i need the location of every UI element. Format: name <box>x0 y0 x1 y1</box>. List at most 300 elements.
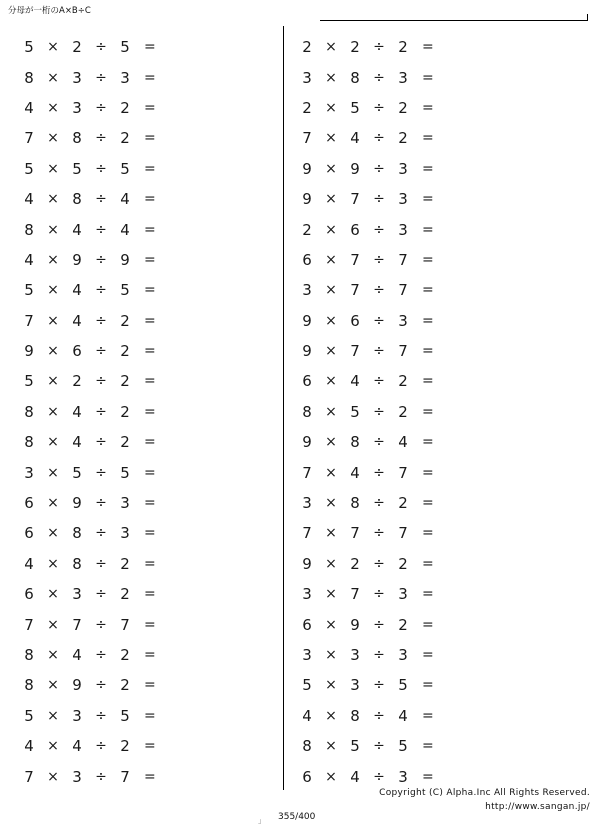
divide-symbol: ÷ <box>373 373 385 390</box>
problem-row <box>296 62 546 92</box>
operand-b: 8 <box>350 68 360 87</box>
divide-symbol: ÷ <box>95 707 107 724</box>
equals-symbol: = <box>422 495 434 512</box>
multiply-symbol: × <box>47 251 59 268</box>
problem-row <box>296 488 546 518</box>
equals-symbol: = <box>422 434 434 451</box>
operand-b: 3 <box>72 68 82 87</box>
operand-b: 3 <box>72 98 82 117</box>
multiply-symbol: × <box>325 647 337 663</box>
divide-symbol: ÷ <box>373 677 385 694</box>
operand-b: 2 <box>72 372 82 391</box>
operand-b: 4 <box>72 646 82 664</box>
operand-c: 5 <box>120 38 130 57</box>
operand-a: 4 <box>302 706 312 725</box>
divide-symbol: ÷ <box>373 738 385 755</box>
operand-b: 7 <box>350 585 360 604</box>
multiply-symbol: × <box>325 312 337 329</box>
divide-symbol: ÷ <box>95 677 107 694</box>
page-number: 355/400 <box>278 812 316 822</box>
problem-row <box>18 245 268 275</box>
equals-symbol: = <box>422 403 434 420</box>
multiply-symbol: × <box>47 647 59 663</box>
operand-a: 8 <box>24 402 34 421</box>
operand-a: 7 <box>24 767 34 786</box>
problem-row <box>296 154 546 184</box>
problem-row <box>296 397 546 427</box>
divide-symbol: ÷ <box>95 495 107 512</box>
operand-b: 9 <box>72 494 82 513</box>
operand-b: 5 <box>350 402 360 421</box>
operand-c: 2 <box>120 646 130 664</box>
divide-symbol: ÷ <box>373 251 385 268</box>
divide-symbol: ÷ <box>95 343 107 360</box>
operand-c: 2 <box>398 372 408 391</box>
operand-a: 7 <box>302 524 312 543</box>
problem-row <box>296 245 546 275</box>
equals-symbol: = <box>144 768 156 785</box>
corner-mark: 」 <box>258 817 265 825</box>
divide-symbol: ÷ <box>373 647 385 663</box>
divide-symbol: ÷ <box>373 99 385 116</box>
equals-symbol: = <box>144 555 156 572</box>
equals-symbol: = <box>422 616 434 633</box>
divide-symbol: ÷ <box>373 160 385 177</box>
equals-symbol: = <box>144 251 156 268</box>
divide-symbol: ÷ <box>373 282 385 299</box>
problem-row <box>18 93 268 123</box>
equals-symbol: = <box>144 39 156 56</box>
operand-a: 2 <box>302 220 312 239</box>
problem-row <box>18 579 268 609</box>
problem-row <box>18 306 268 336</box>
operand-a: 8 <box>24 220 34 239</box>
operand-b: 4 <box>350 372 360 391</box>
equals-symbol: = <box>144 282 156 299</box>
equals-symbol: = <box>422 373 434 390</box>
multiply-symbol: × <box>325 160 337 177</box>
multiply-symbol: × <box>47 495 59 512</box>
multiply-symbol: × <box>325 738 337 755</box>
equals-symbol: = <box>422 99 434 116</box>
divide-symbol: ÷ <box>373 434 385 451</box>
operand-a: 9 <box>24 342 34 361</box>
operand-a: 3 <box>302 585 312 604</box>
multiply-symbol: × <box>47 99 59 116</box>
operand-a: 8 <box>24 646 34 664</box>
equals-symbol: = <box>422 707 434 724</box>
problem-row <box>18 488 268 518</box>
problem-row <box>296 609 546 639</box>
multiply-symbol: × <box>325 191 337 208</box>
equals-symbol: = <box>422 525 434 542</box>
operand-b: 3 <box>350 676 360 695</box>
operand-a: 7 <box>302 463 312 482</box>
operand-a: 6 <box>24 494 34 513</box>
divide-symbol: ÷ <box>373 586 385 603</box>
multiply-symbol: × <box>47 69 59 86</box>
equals-symbol: = <box>144 616 156 633</box>
multiply-symbol: × <box>47 738 59 755</box>
problem-row <box>18 549 268 579</box>
divide-symbol: ÷ <box>373 525 385 542</box>
copyright-block <box>379 787 590 814</box>
operand-a: 8 <box>24 68 34 87</box>
divide-symbol: ÷ <box>95 39 107 56</box>
operand-c: 7 <box>398 342 408 361</box>
operand-b: 9 <box>350 615 360 634</box>
operand-a: 7 <box>24 311 34 330</box>
problem-row <box>296 366 546 396</box>
copyright-line-2: http://www.sangan.jp/ <box>485 801 590 812</box>
equals-symbol: = <box>144 525 156 542</box>
problem-row <box>18 62 268 92</box>
problem-row <box>18 731 268 761</box>
operand-a: 5 <box>24 706 34 725</box>
operand-a: 2 <box>302 98 312 117</box>
problem-row <box>18 336 268 366</box>
multiply-symbol: × <box>325 403 337 420</box>
equals-symbol: = <box>144 160 156 177</box>
multiply-symbol: × <box>47 343 59 360</box>
multiply-symbol: × <box>325 555 337 572</box>
problem-row <box>18 214 268 244</box>
divide-symbol: ÷ <box>95 99 107 116</box>
operand-c: 7 <box>120 615 130 634</box>
problem-row <box>296 184 546 214</box>
equals-symbol: = <box>422 464 434 481</box>
operand-c: 3 <box>398 646 408 664</box>
problem-row <box>18 123 268 153</box>
divide-symbol: ÷ <box>95 586 107 603</box>
divide-symbol: ÷ <box>95 160 107 177</box>
operand-b: 6 <box>72 342 82 361</box>
divide-symbol: ÷ <box>95 403 107 420</box>
operand-c: 5 <box>120 463 130 482</box>
operand-a: 5 <box>24 281 34 300</box>
equals-symbol: = <box>144 434 156 451</box>
divide-symbol: ÷ <box>373 312 385 329</box>
equals-symbol: = <box>422 677 434 694</box>
equals-symbol: = <box>144 221 156 238</box>
multiply-symbol: × <box>47 312 59 329</box>
multiply-symbol: × <box>47 677 59 694</box>
operand-b: 9 <box>72 250 82 269</box>
divide-symbol: ÷ <box>373 616 385 633</box>
problem-row <box>296 32 546 62</box>
multiply-symbol: × <box>47 373 59 390</box>
equals-symbol: = <box>144 707 156 724</box>
multiply-symbol: × <box>47 586 59 603</box>
divide-symbol: ÷ <box>95 616 107 633</box>
operand-c: 2 <box>120 402 130 421</box>
equals-symbol: = <box>422 738 434 755</box>
multiply-symbol: × <box>325 99 337 116</box>
equals-symbol: = <box>422 768 434 785</box>
operand-b: 9 <box>350 159 360 178</box>
problem-row <box>18 609 268 639</box>
operand-b: 4 <box>72 737 82 756</box>
operand-c: 2 <box>120 372 130 391</box>
column-divider <box>283 26 284 790</box>
multiply-symbol: × <box>47 707 59 724</box>
problem-row <box>296 731 546 761</box>
operand-a: 4 <box>24 554 34 573</box>
operand-a: 7 <box>302 129 312 148</box>
operand-a: 6 <box>302 615 312 634</box>
multiply-symbol: × <box>47 434 59 451</box>
operand-c: 3 <box>398 220 408 239</box>
operand-c: 3 <box>120 494 130 513</box>
multiply-symbol: × <box>325 525 337 542</box>
operand-a: 5 <box>24 159 34 178</box>
operand-a: 4 <box>24 190 34 209</box>
operand-a: 5 <box>24 38 34 57</box>
divide-symbol: ÷ <box>95 525 107 542</box>
problem-row <box>18 397 268 427</box>
operand-a: 4 <box>24 98 34 117</box>
operand-b: 7 <box>350 524 360 543</box>
equals-symbol: = <box>144 586 156 603</box>
operand-b: 7 <box>350 342 360 361</box>
operand-b: 8 <box>72 524 82 543</box>
operand-b: 4 <box>72 433 82 452</box>
operand-b: 2 <box>350 38 360 57</box>
problem-row <box>18 184 268 214</box>
equals-symbol: = <box>422 282 434 299</box>
equals-symbol: = <box>422 39 434 56</box>
operand-b: 4 <box>72 402 82 421</box>
multiply-symbol: × <box>325 495 337 512</box>
operand-b: 4 <box>350 767 360 786</box>
multiply-symbol: × <box>325 373 337 390</box>
operand-a: 9 <box>302 190 312 209</box>
equals-symbol: = <box>422 312 434 329</box>
multiply-symbol: × <box>325 251 337 268</box>
operand-a: 6 <box>302 372 312 391</box>
operand-c: 7 <box>398 250 408 269</box>
divide-symbol: ÷ <box>373 221 385 238</box>
divide-symbol: ÷ <box>95 312 107 329</box>
operand-c: 2 <box>398 402 408 421</box>
problem-row <box>296 275 546 305</box>
operand-c: 2 <box>120 737 130 756</box>
problem-row <box>296 336 546 366</box>
equals-symbol: = <box>144 343 156 360</box>
problem-row <box>296 427 546 457</box>
equals-symbol: = <box>422 191 434 208</box>
operand-b: 7 <box>72 615 82 634</box>
operand-a: 3 <box>302 68 312 87</box>
operand-c: 4 <box>398 433 408 452</box>
multiply-symbol: × <box>325 768 337 785</box>
operand-b: 8 <box>72 554 82 573</box>
problem-row <box>296 549 546 579</box>
equals-symbol: = <box>422 221 434 238</box>
problem-row <box>296 640 546 670</box>
operand-c: 2 <box>120 676 130 695</box>
problem-row <box>18 366 268 396</box>
problem-row <box>296 306 546 336</box>
divide-symbol: ÷ <box>95 130 107 147</box>
problem-row <box>18 640 268 670</box>
divide-symbol: ÷ <box>95 647 107 663</box>
operand-b: 5 <box>72 159 82 178</box>
operand-c: 3 <box>398 585 408 604</box>
equals-symbol: = <box>144 738 156 755</box>
multiply-symbol: × <box>325 677 337 694</box>
operand-a: 6 <box>24 585 34 604</box>
operand-a: 2 <box>302 38 312 57</box>
operand-b: 8 <box>350 706 360 725</box>
multiply-symbol: × <box>325 282 337 299</box>
operand-a: 5 <box>24 372 34 391</box>
operand-b: 8 <box>72 129 82 148</box>
operand-b: 2 <box>72 38 82 57</box>
equals-symbol: = <box>144 69 156 86</box>
divide-symbol: ÷ <box>95 738 107 755</box>
operand-c: 7 <box>398 281 408 300</box>
operand-a: 6 <box>24 524 34 543</box>
operand-c: 7 <box>398 463 408 482</box>
copyright-line-1: Copyright (C) Alpha.Inc All Rights Reserved. <box>379 788 590 798</box>
divide-symbol: ÷ <box>373 39 385 56</box>
operand-c: 2 <box>120 585 130 604</box>
multiply-symbol: × <box>325 39 337 56</box>
operand-b: 5 <box>350 98 360 117</box>
equals-symbol: = <box>144 99 156 116</box>
name-field-line <box>320 20 588 21</box>
operand-b: 3 <box>72 767 82 786</box>
multiply-symbol: × <box>325 221 337 238</box>
problem-row <box>296 579 546 609</box>
equals-symbol: = <box>422 251 434 268</box>
operand-c: 3 <box>398 159 408 178</box>
problem-row <box>18 670 268 700</box>
equals-symbol: = <box>144 130 156 147</box>
problem-row <box>18 427 268 457</box>
multiply-symbol: × <box>47 403 59 420</box>
operand-a: 9 <box>302 159 312 178</box>
operand-c: 3 <box>398 767 408 786</box>
multiply-symbol: × <box>47 768 59 785</box>
operand-c: 2 <box>398 38 408 57</box>
operand-a: 9 <box>302 433 312 452</box>
operand-a: 8 <box>302 402 312 421</box>
operand-c: 9 <box>120 250 130 269</box>
operand-a: 9 <box>302 311 312 330</box>
operand-c: 5 <box>120 706 130 725</box>
problem-row <box>296 123 546 153</box>
operand-a: 5 <box>302 676 312 695</box>
equals-symbol: = <box>422 555 434 572</box>
multiply-symbol: × <box>47 191 59 208</box>
multiply-symbol: × <box>325 434 337 451</box>
divide-symbol: ÷ <box>373 464 385 481</box>
equals-symbol: = <box>422 586 434 603</box>
operand-c: 5 <box>398 676 408 695</box>
multiply-symbol: × <box>47 130 59 147</box>
equals-symbol: = <box>144 403 156 420</box>
problem-row <box>296 518 546 548</box>
multiply-symbol: × <box>325 130 337 147</box>
operand-b: 9 <box>72 676 82 695</box>
operand-b: 4 <box>72 281 82 300</box>
problem-row <box>18 457 268 487</box>
problem-row <box>296 93 546 123</box>
multiply-symbol: × <box>47 282 59 299</box>
divide-symbol: ÷ <box>95 221 107 238</box>
operand-b: 3 <box>72 706 82 725</box>
name-field-tick <box>587 14 588 21</box>
equals-symbol: = <box>422 69 434 86</box>
operand-c: 2 <box>398 554 408 573</box>
multiply-symbol: × <box>325 464 337 481</box>
operand-b: 8 <box>72 190 82 209</box>
operand-c: 7 <box>120 767 130 786</box>
operand-c: 4 <box>120 220 130 239</box>
equals-symbol: = <box>144 677 156 694</box>
multiply-symbol: × <box>325 707 337 724</box>
operand-a: 4 <box>24 737 34 756</box>
operand-c: 3 <box>398 311 408 330</box>
problem-row <box>18 32 268 62</box>
multiply-symbol: × <box>47 464 59 481</box>
operand-a: 6 <box>302 250 312 269</box>
divide-symbol: ÷ <box>373 403 385 420</box>
equals-symbol: = <box>422 647 434 663</box>
operand-b: 4 <box>72 311 82 330</box>
divide-symbol: ÷ <box>95 464 107 481</box>
operand-c: 4 <box>398 706 408 725</box>
operand-b: 8 <box>350 433 360 452</box>
operand-b: 2 <box>350 554 360 573</box>
page-title: 分母が一桁のA×B÷C <box>8 6 91 16</box>
operand-c: 5 <box>120 159 130 178</box>
operand-a: 9 <box>302 342 312 361</box>
operand-c: 2 <box>398 129 408 148</box>
operand-b: 4 <box>350 129 360 148</box>
operand-b: 4 <box>72 220 82 239</box>
divide-symbol: ÷ <box>95 768 107 785</box>
multiply-symbol: × <box>325 343 337 360</box>
operand-a: 7 <box>24 615 34 634</box>
divide-symbol: ÷ <box>373 707 385 724</box>
operand-b: 6 <box>350 220 360 239</box>
multiply-symbol: × <box>47 160 59 177</box>
multiply-symbol: × <box>325 69 337 86</box>
operand-a: 6 <box>302 767 312 786</box>
operand-c: 2 <box>120 433 130 452</box>
operand-a: 8 <box>24 433 34 452</box>
operand-c: 2 <box>120 342 130 361</box>
operand-b: 5 <box>350 737 360 756</box>
operand-b: 8 <box>350 494 360 513</box>
operand-c: 2 <box>120 98 130 117</box>
operand-c: 2 <box>398 615 408 634</box>
equals-symbol: = <box>144 191 156 208</box>
operand-c: 3 <box>398 190 408 209</box>
operand-c: 3 <box>120 68 130 87</box>
operand-a: 3 <box>24 463 34 482</box>
operand-c: 2 <box>398 98 408 117</box>
multiply-symbol: × <box>47 616 59 633</box>
operand-b: 7 <box>350 250 360 269</box>
operand-b: 3 <box>72 585 82 604</box>
equals-symbol: = <box>422 160 434 177</box>
operand-c: 5 <box>398 737 408 756</box>
divide-symbol: ÷ <box>95 251 107 268</box>
